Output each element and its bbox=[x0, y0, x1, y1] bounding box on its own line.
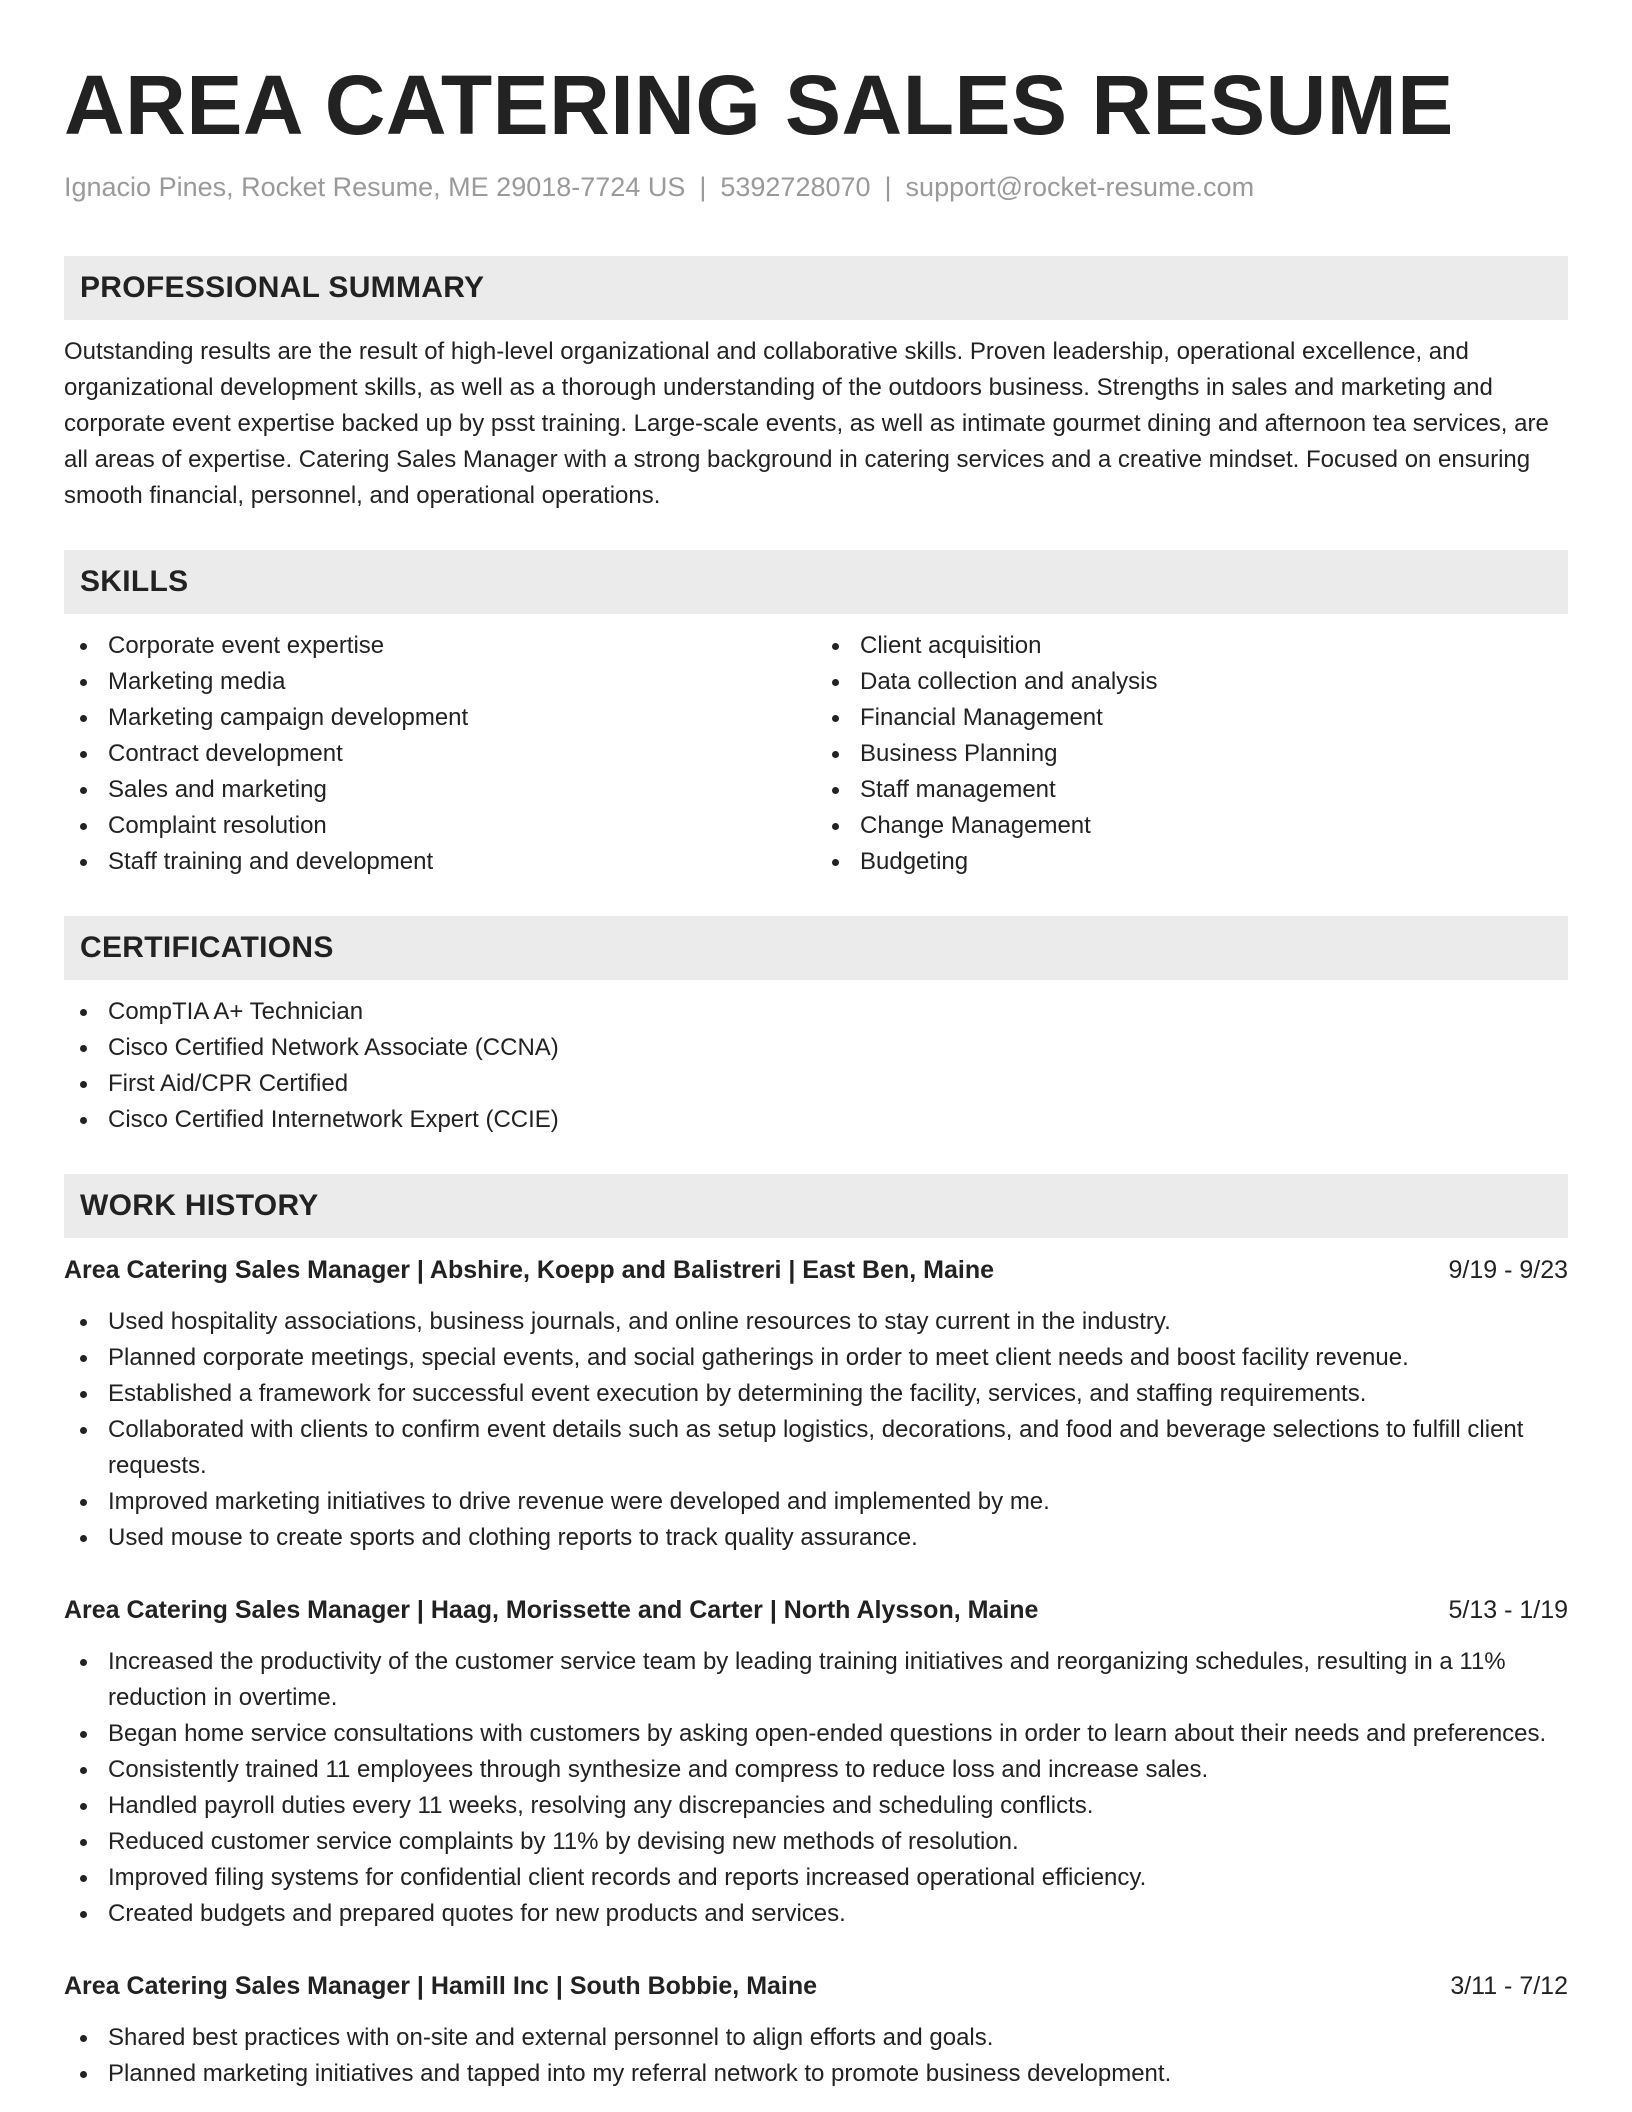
summary-text: Outstanding results are the result of high-level organizational and collaborative skills. Proven leadership, operational excellence, and organizational development skills, as well as a thorough understanding of the outdoors business. Strengths in sales and marketing and corporate event expertise backed up by psst training. Large-scale events, as well as intimate gourmet dining and afternoon tea services, are all areas of expertise. Catering Sales Manager with a strong background in catering services and a creative mindset. Focused on ensuring smooth financial, personnel, and operational operations. bbox=[64, 338, 1549, 509]
page-title: AREA CATERING SALES RESUME bbox=[64, 58, 1454, 152]
contact-line bbox=[64, 169, 1568, 205]
skill-item: Marketing campaign development bbox=[64, 700, 816, 736]
skill-item: Business Planning bbox=[816, 736, 1568, 772]
skills-list-right bbox=[816, 628, 1568, 880]
skill-item: Corporate event expertise bbox=[64, 628, 816, 664]
skill-item: Staff training and development bbox=[64, 844, 816, 880]
certifications-list bbox=[64, 994, 1568, 1138]
job-bullets bbox=[64, 1304, 1568, 1556]
certification-item: Cisco Certified Internetwork Expert (CCIE) bbox=[64, 1102, 1568, 1138]
skills-list-left bbox=[64, 628, 816, 880]
job-bullet: Improved marketing initiatives to drive revenue were developed and implemented by me. bbox=[64, 1484, 1568, 1520]
separator: | bbox=[699, 172, 707, 202]
job-bullet: Used mouse to create sports and clothing reports to track quality assurance. bbox=[64, 1520, 1568, 1556]
skill-item: Client acquisition bbox=[816, 628, 1568, 664]
job-bullet: Increased the productivity of the customer service team by leading training initiatives and reorganizing schedules, resulting in a 11% reduction in overtime. bbox=[64, 1644, 1568, 1716]
job-bullet: Collaborated with clients to confirm event details such as setup logistics, decorations, and food and beverage selections to fulfill client requests. bbox=[64, 1412, 1568, 1484]
section-heading-work-history: WORK HISTORY bbox=[64, 1174, 1568, 1238]
job-bullet: Shared best practices with on-site and external personnel to align efforts and goals. bbox=[64, 2020, 1568, 2056]
job-header bbox=[64, 1252, 1568, 1288]
skill-item: Staff management bbox=[816, 772, 1568, 808]
job-dates: 3/11 - 7/12 bbox=[1450, 1972, 1568, 2000]
certification-item: First Aid/CPR Certified bbox=[64, 1066, 1568, 1102]
job-entry bbox=[64, 1968, 1568, 2092]
job-bullet: Established a framework for successful event execution by determining the facility, services, and staffing requirements. bbox=[64, 1376, 1568, 1412]
skill-item: Contract development bbox=[64, 736, 816, 772]
contact-phone: 5392728070 bbox=[720, 172, 871, 202]
certification-item: Cisco Certified Network Associate (CCNA) bbox=[64, 1030, 1568, 1066]
skills-columns bbox=[64, 628, 1568, 880]
job-header bbox=[64, 1968, 1568, 2004]
section-heading-summary: PROFESSIONAL SUMMARY bbox=[64, 256, 1568, 320]
job-header bbox=[64, 1592, 1568, 1628]
job-title: Area Catering Sales Manager | Abshire, Koepp and Balistreri | East Ben, Maine bbox=[64, 1256, 995, 1284]
job-bullet: Used hospitality associations, business journals, and online resources to stay current in the industry. bbox=[64, 1304, 1568, 1340]
job-entry bbox=[64, 1592, 1568, 1932]
section-heading-skills: SKILLS bbox=[64, 550, 1568, 614]
contact-email: support@rocket-resume.com bbox=[905, 172, 1255, 202]
job-bullet: Consistently trained 11 employees through synthesize and compress to reduce loss and increase sales. bbox=[64, 1752, 1568, 1788]
job-title: Area Catering Sales Manager | Haag, Morissette and Carter | North Alysson, Maine bbox=[64, 1596, 1039, 1624]
skill-item: Sales and marketing bbox=[64, 772, 816, 808]
section-heading-certifications: CERTIFICATIONS bbox=[64, 916, 1568, 980]
skill-item: Data collection and analysis bbox=[816, 664, 1568, 700]
job-bullet: Handled payroll duties every 11 weeks, resolving any discrepancies and scheduling conflicts. bbox=[64, 1788, 1568, 1824]
job-bullets bbox=[64, 2020, 1568, 2092]
skill-item: Financial Management bbox=[816, 700, 1568, 736]
job-dates: 9/19 - 9/23 bbox=[1448, 1256, 1568, 1284]
contact-address: Ignacio Pines, Rocket Resume, ME 29018-7724 US bbox=[64, 172, 686, 202]
job-bullet: Improved filing systems for confidential client records and reports increased operational efficiency. bbox=[64, 1860, 1568, 1896]
skill-item: Change Management bbox=[816, 808, 1568, 844]
skill-item: Marketing media bbox=[64, 664, 816, 700]
skill-item: Complaint resolution bbox=[64, 808, 816, 844]
separator: | bbox=[884, 172, 892, 202]
certification-item: CompTIA A+ Technician bbox=[64, 994, 1568, 1030]
job-title: Area Catering Sales Manager | Hamill Inc | South Bobbie, Maine bbox=[64, 1972, 818, 2000]
job-bullet: Began home service consultations with customers by asking open-ended questions in order to learn about their needs and preferences. bbox=[64, 1716, 1568, 1752]
job-bullets bbox=[64, 1644, 1568, 1932]
job-bullet: Created budgets and prepared quotes for new products and services. bbox=[64, 1896, 1568, 1932]
job-bullet: Planned marketing initiatives and tapped into my referral network to promote business development. bbox=[64, 2056, 1568, 2092]
job-dates: 5/13 - 1/19 bbox=[1448, 1596, 1568, 1624]
job-entry bbox=[64, 1252, 1568, 1556]
job-bullet: Planned corporate meetings, special events, and social gatherings in order to meet client needs and boost facility revenue. bbox=[64, 1340, 1568, 1376]
job-bullet: Reduced customer service complaints by 11% by devising new methods of resolution. bbox=[64, 1824, 1568, 1860]
skill-item: Budgeting bbox=[816, 844, 1568, 880]
